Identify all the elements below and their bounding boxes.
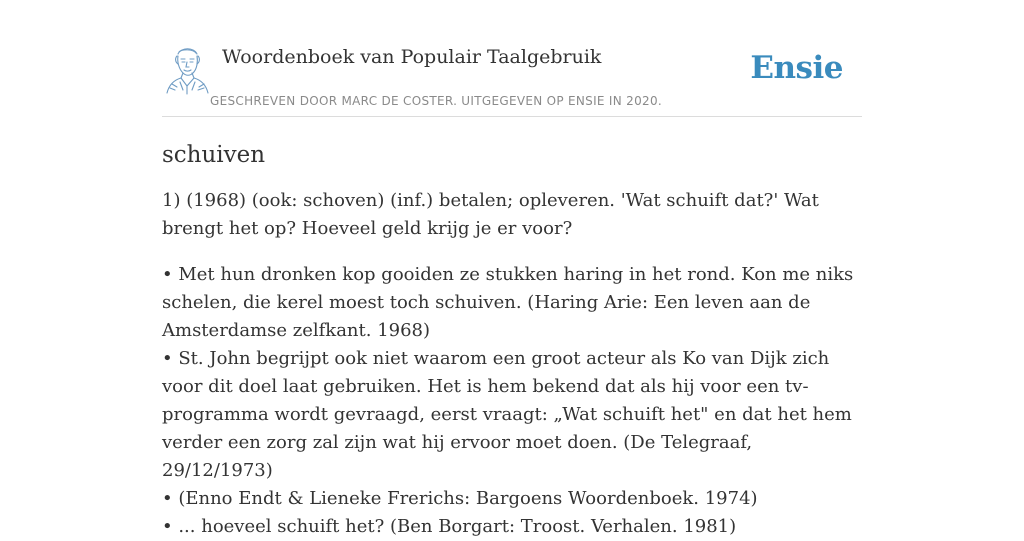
author-portrait xyxy=(164,46,210,96)
headword: schuiven xyxy=(162,142,266,168)
entry xyxy=(162,136,862,541)
quote-item: • St. John begrijpt ook niet waarom een groot acteur als Ko van Dijk zich voor dit doel laat gebruiken. Het is hem bekend dat als hij voor een tv-programma wordt gevraagd, eerst vraagt: „Wat schuift het" en dat het hem verder een zorg zal zijn wat hij ervoor moet doen. (De Telegraaf, 29/12/1973) xyxy=(162,348,852,481)
quote-item: • Met hun dronken kop gooiden ze stukken haring in het rond. Kon me niks schelen, die kerel moest toch schuiven. (Haring Arie: Een leven aan de Amsterdamse zelfkant. 1968) xyxy=(162,264,854,341)
quote-item: • (Enno Endt & Lieneke Frerichs: Bargoens Woordenboek. 1974) xyxy=(162,488,758,509)
book-title[interactable]: Woordenboek van Populair Taalgebruik xyxy=(222,46,602,68)
definition: 1) (1968) (ook: schoven) (inf.) betalen; opleveren. 'Wat schuift dat?' Wat brengt het op? Hoeveel geld krijg je er voor? xyxy=(162,190,819,239)
byline: GESCHREVEN DOOR MARC DE COSTER. UITGEGEVEN OP ENSIE IN 2020. xyxy=(210,94,662,108)
header xyxy=(162,40,862,117)
ensie-logo[interactable]: Ensie xyxy=(750,50,843,86)
quotes-list xyxy=(162,261,862,541)
quote-item: • ... hoeveel schuift het? (Ben Borgart: Troost. Verhalen. 1981) xyxy=(162,516,737,537)
